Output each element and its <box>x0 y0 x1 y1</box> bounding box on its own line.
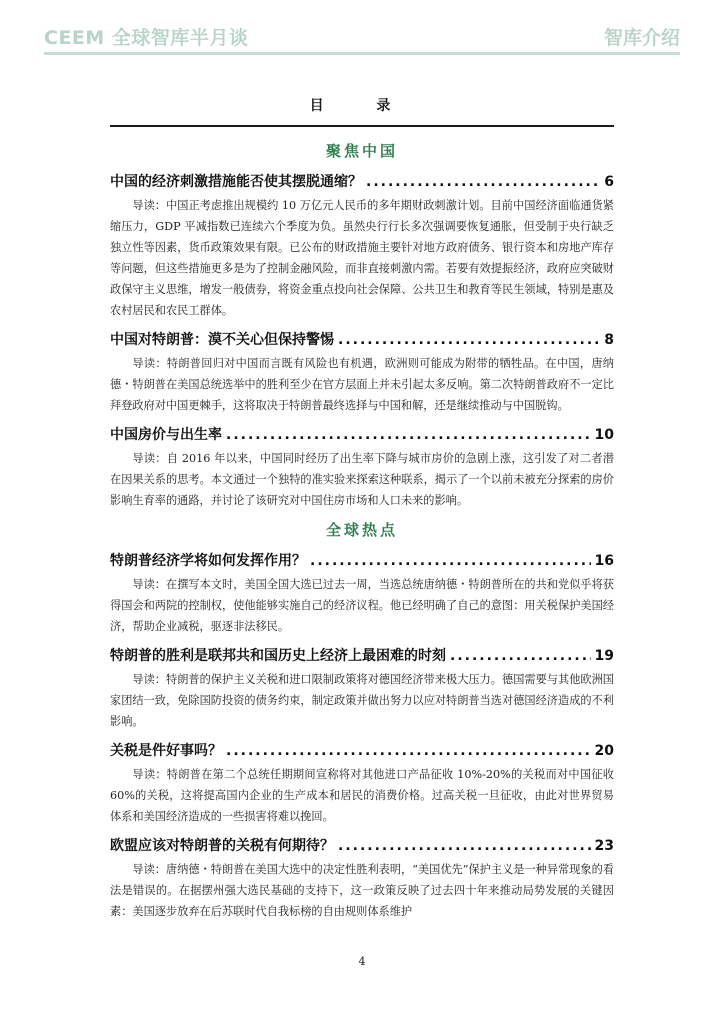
toc-section-focus-china <box>110 140 614 511</box>
toc-entry-link[interactable] <box>110 645 614 665</box>
header-divider <box>44 52 680 55</box>
toc-entry-summary <box>110 448 614 511</box>
toc-entry-link[interactable] <box>110 424 614 444</box>
toc-entry-link[interactable] <box>110 329 614 349</box>
summary-text: 特朗普在第二个总统任期期间宣称将对其他进口产品征收 10%-20%的关税而对中国征收 60%的关税，这将提高国内企业的生产成本和居民的消费价格。过高关税一旦征收，由此对世界贸易体系和美国经济造成的一些损害将难以挽回。 <box>110 768 614 823</box>
summary-lead: 导读： <box>132 357 167 370</box>
summary-text: 特朗普的保护主义关税和进口限制政策将对德国经济带来极大压力。德国需要与其他欧洲国家团结一致，免除国防投资的债务约束，制定政策并做出努力以应对特朗普当选对德国经济造成的不利影响。 <box>110 673 614 728</box>
toc-entry-title: 关税是件好事吗？ <box>110 743 222 759</box>
toc-entry-title: 欧盟应该对特朗普的关税有何期待？ <box>110 838 334 854</box>
toc-entry-page: 23 <box>594 838 614 854</box>
toc-entry-title: 特朗普的胜利是联邦共和国历史上经济上最困难的时刻 <box>110 648 446 664</box>
leader-dots <box>310 553 591 569</box>
summary-text: 自 2016 年以来，中国同时经历了出生率下降与城市房价的急剧上涨，这引发了对二者潜在因果关系的思考。本文通过一个独特的准实验来探索这种联系，揭示了一个以前未被充分探索的房价影响生育率的通路，并讨论了该研究对中国住房市场和人口未来的影响。 <box>110 452 614 507</box>
toc-entry-summary <box>110 195 614 321</box>
leader-dots <box>366 174 600 190</box>
toc-entry-summary <box>110 574 614 637</box>
toc-entry <box>110 835 614 922</box>
summary-text: 在撰写本文时，美国全国大选已过去一周，当选总统唐纳德・特朗普所在的共和党似乎将获得国会和两院的控制权，使他能够实施自己的经济议程。他已经明确了自己的意图：用关税保护美国经济，帮助企业减税，驱逐非法移民。 <box>110 578 614 633</box>
toc-entry <box>110 645 614 732</box>
section-heading: 聚焦中国 <box>325 142 398 160</box>
toc-entry <box>110 329 614 416</box>
summary-lead: 导读： <box>132 673 166 686</box>
leader-dots <box>338 332 600 348</box>
toc-entry-title: 中国对特朗普：漠不关心但保持警惕 <box>110 332 334 348</box>
toc-entry-page: 16 <box>594 553 614 569</box>
toc-entry-title: 中国房价与出生率 <box>110 427 222 443</box>
toc-entry-page: 19 <box>594 648 614 664</box>
toc-entry-title: 中国的经济刺激措施能否使其摆脱通缩？ <box>110 174 362 190</box>
toc-entry-link[interactable] <box>110 740 614 760</box>
leader-dots <box>338 838 591 854</box>
toc-content <box>110 134 614 930</box>
toc-entry-title: 特朗普经济学将如何发挥作用？ <box>110 553 306 569</box>
toc-entry-summary <box>110 859 614 922</box>
leader-dots <box>226 743 591 759</box>
toc-entry <box>110 740 614 827</box>
toc-entry-link[interactable] <box>110 171 614 191</box>
summary-lead: 导读： <box>132 768 167 781</box>
toc-entry <box>110 550 614 637</box>
header-brand: CEEM 全球智库半月谈 <box>44 26 249 49</box>
toc-entry <box>110 171 614 321</box>
section-heading: 全球热点 <box>325 521 398 539</box>
toc-divider <box>110 125 614 127</box>
summary-lead: 导读： <box>132 452 167 465</box>
leader-dots <box>226 427 591 443</box>
toc-entry-summary <box>110 353 614 416</box>
toc-entry <box>110 424 614 511</box>
toc-entry-link[interactable] <box>110 835 614 855</box>
header-section-title: 智库介绍 <box>603 26 680 49</box>
toc-entry-summary <box>110 669 614 732</box>
toc-section-global-hotspots <box>110 519 614 922</box>
summary-lead: 导读： <box>132 863 166 876</box>
toc-entry-page: 6 <box>604 174 614 190</box>
leader-dots <box>450 648 591 664</box>
toc-entry-link[interactable] <box>110 550 614 570</box>
toc-entry-page: 10 <box>594 427 614 443</box>
summary-lead: 导读： <box>132 199 167 212</box>
page-header <box>44 22 680 50</box>
toc-title: 目 录 <box>309 98 415 114</box>
toc-entry-page: 8 <box>604 332 614 348</box>
summary-text: 唐纳德・特朗普在美国大选中的决定性胜利表明，“美国优先”保护主义是一种异常现象的看法是错误的。在据摆州强大选民基础的支持下，这一政策反映了过去四十年来推动局势发展的关键因素：美国逐步放弃在后苏联时代自我标榜的自由规则体系维护 <box>110 863 614 918</box>
page-number: 4 <box>358 955 366 968</box>
summary-lead: 导读： <box>132 578 166 591</box>
toc-entry-summary <box>110 764 614 827</box>
toc-entry-page: 20 <box>594 743 614 759</box>
summary-text: 中国正考虑推出规模约 10 万亿元人民币的多年期财政刺激计划。目前中国经济面临通货紧缩压力，GDP 平减指数已连续六个季度为负。虽然央行行长多次强调要恢复通胀，但受制于央行缺乏独立性等因素，货币政策效果有限。已公布的财政措施主要针对地方政府债务、银行资本和房地产库存等问题，但这些措施更多是为了控制金融风险，而非直接刺激内需。若要有效提振经济，政府应突破财政保守主义思维，增发一般债券，将资金重点投向社会保障、公共卫生和教育等民生领域，特别是惠及农村居民和农民工群体。 <box>110 199 614 317</box>
summary-text: 特朗普回归对中国而言既有风险也有机遇，欧洲则可能成为附带的牺牲品。在中国，唐纳德・特朗普在美国总统选举中的胜利至少在官方层面上并未引起太多反响。第二次特朗普政府不一定比拜登政府对中国更棘手，这将取决于特朗普最终选择与中国和解，还是继续推动与中国脱钩。 <box>110 357 614 412</box>
